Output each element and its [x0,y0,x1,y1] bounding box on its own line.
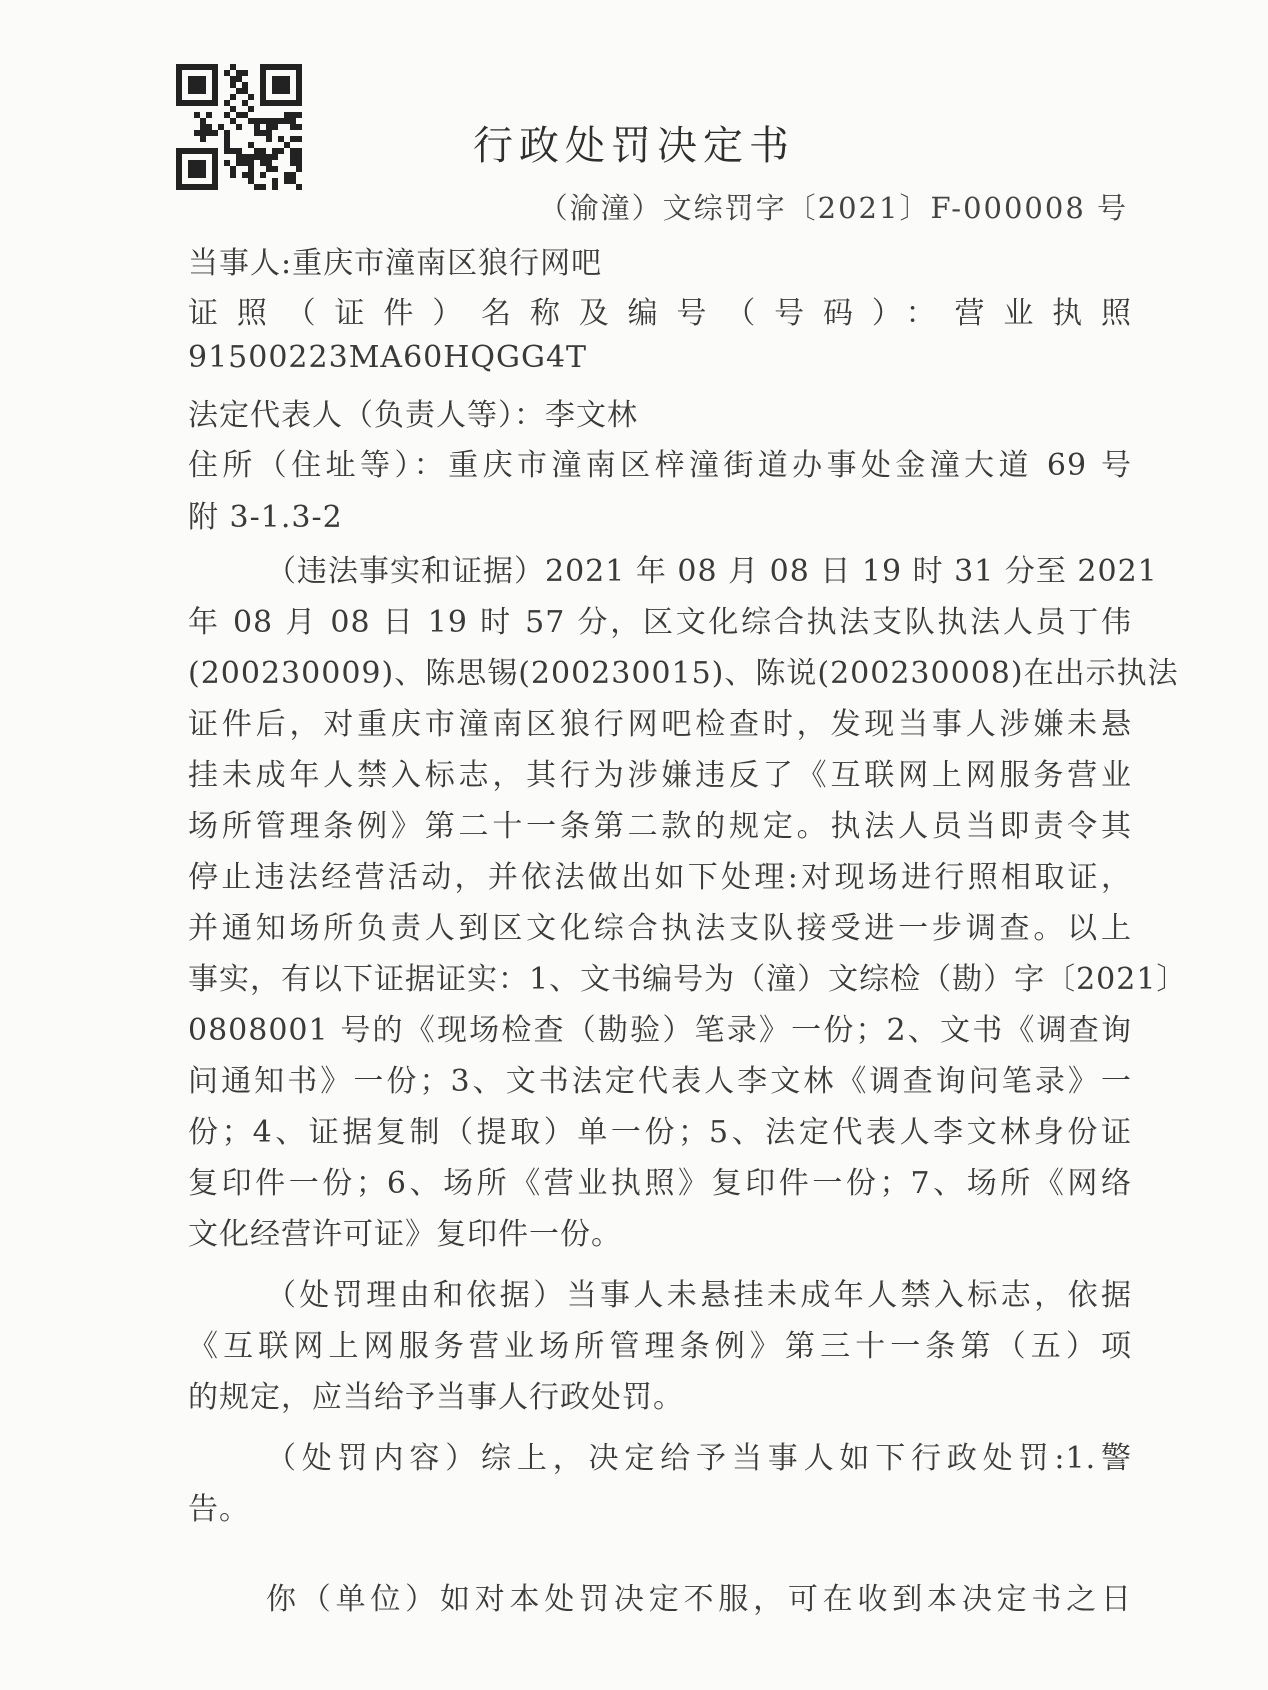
evidence-paragraph-line: 复印件一份；6、场所《营业执照》复印件一份；7、场所《网络 [188,1166,1132,1201]
license-number-line: 91500223MA60HQGG4T [188,340,588,375]
party-name-line: 当事人:重庆市潼南区狼行网吧 [188,246,603,281]
address-line: 住所（住址等）：重庆市潼南区梓潼街道办事处金潼大道 69 号 [188,448,1132,483]
facts-paragraph-line: 场所管理条例》第二十一条第二款的规定。执法人员当即责令其 [188,809,1132,844]
document-title: 行政处罚决定书 [473,123,795,169]
evidence-paragraph-line: 0808001 号的《现场检查（勘验）笔录》一份；2、文书《调查询 [188,1013,1132,1048]
facts-paragraph-line: (200230009)、陈思锡(200230015)、陈说(200230008)在出示执法 [188,656,1179,691]
evidence-paragraph-line: 事实，有以下证据证实：1、文书编号为（潼）文综检（勘）字〔2021〕 [188,962,1188,997]
address-continued-line: 附 3-1.3-2 [188,500,343,535]
facts-paragraph-line: 证件后，对重庆市潼南区狼行网吧检查时，发现当事人涉嫌未悬 [188,707,1132,742]
appeal-paragraph-line: 你（单位）如对本处罚决定不服，可在收到本决定书之日 [266,1582,1132,1617]
penalty-paragraph-line: （处罚内容）综上，决定给予当事人如下行政处罚:1.警 [266,1441,1132,1476]
facts-paragraph-line: 并通知场所负责人到区文化综合执法支队接受进一步调查。以上 [188,911,1132,946]
document-number: （渝潼）文综罚字〔2021〕F-000008 号 [538,191,1128,225]
facts-paragraph-line: （违法事实和证据）2021 年 08 月 08 日 19 时 31 分至 2021 [266,554,1158,589]
facts-paragraph-line: 挂未成年人禁入标志，其行为涉嫌违反了《互联网上网服务营业 [188,758,1132,793]
evidence-paragraph-line: 问通知书》一份；3、文书法定代表人李文林《调查询问笔录》一 [188,1064,1132,1099]
facts-paragraph-line: 停止违法经营活动，并依法做出如下处理:对现场进行照相取证， [188,860,1132,895]
evidence-paragraph-line: 文化经营许可证》复印件一份。 [188,1217,622,1252]
basis-paragraph-line: 《互联网上网服务营业场所管理条例》第三十一条第（五）项 [188,1329,1132,1364]
facts-paragraph-line: 年 08 月 08 日 19 时 57 分，区文化综合执法支队执法人员丁伟 [188,605,1132,640]
license-label-line: 证照（证件）名称及编号（号码）：营业执照 [188,296,1132,331]
basis-paragraph-line: 的规定，应当给予当事人行政处罚。 [188,1380,684,1415]
legal-representative-line: 法定代表人（负责人等）：李文林 [188,398,638,433]
basis-paragraph-line: （处罚理由和依据）当事人未悬挂未成年人禁入标志，依据 [266,1278,1132,1313]
penalty-paragraph-line: 告。 [188,1492,250,1527]
evidence-paragraph-line: 份；4、证据复制（提取）单一份；5、法定代表人李文林身份证 [188,1115,1132,1150]
